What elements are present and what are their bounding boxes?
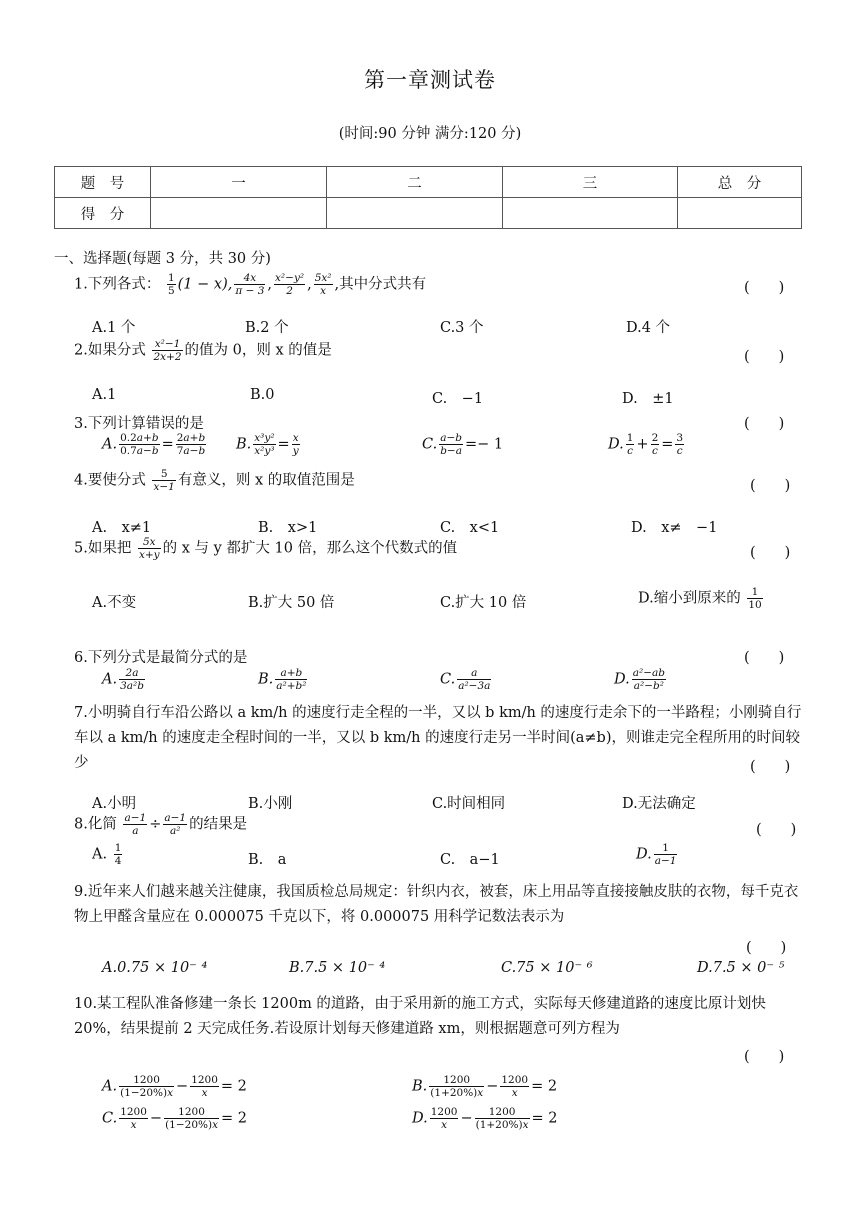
- q3-option-b[interactable]: B. $\frac{\text{𝑥³𝑦²}}{\text{𝑥²𝑦³}}$ = $\frac{\text{𝑥}}{\text{𝑦}}$: [236, 432, 299, 458]
- answer-blank[interactable]: ( ): [750, 545, 791, 561]
- q9-option-c[interactable]: C.75 × 10⁻ ⁶: [501, 960, 593, 976]
- question-8: 8.化简 $\frac{\text{𝑎−1}}{\text{𝑎}}$ ÷ $\frac{\text{𝑎−1}}{\text{𝑎²}}$ 的结果是: [74, 812, 248, 838]
- q5-fraction: $\frac{\text{5𝑥}}{\text{𝑥+𝑦}}$: [138, 536, 160, 562]
- question-4: 4.要使分式 $\frac{5}{\text{𝑥−1}}$ 有意义，则 x 的取值范围是: [74, 468, 355, 494]
- score-table: [54, 166, 802, 229]
- q10-option-d[interactable]: D. $\frac{1200}{\text{𝑥}}$ − $\frac{1200}{\text{(1+20\%)𝑥}}$ = 2: [412, 1106, 558, 1132]
- answer-blank[interactable]: ( ): [744, 280, 785, 296]
- score-cell[interactable]: [503, 198, 678, 229]
- score-cell[interactable]: [327, 198, 503, 229]
- question-5: 5.如果把 $\frac{\text{5𝑥}}{\text{𝑥+𝑦}}$ 的 x 与 y 都扩大 10 倍，那么这个代数式的值: [74, 536, 458, 562]
- exam-info: (时间:90 分钟 满分:120 分): [338, 126, 522, 142]
- q9-option-a[interactable]: A.0.75 × 10⁻ ⁴: [102, 960, 208, 976]
- q6-option-b[interactable]: B. $\frac{\text{𝑎+𝑏}}{\text{𝑎²+𝑏²}}$: [258, 667, 307, 693]
- q9-option-d[interactable]: D.7.5 × 0⁻ ⁵: [697, 960, 785, 976]
- q2-fraction: $\frac{\text{𝑥²−1}}{\text{2𝑥+2}}$: [153, 338, 182, 364]
- answer-blank[interactable]: ( ): [750, 759, 791, 775]
- answer-blank[interactable]: ( ): [750, 478, 791, 494]
- q9-option-b[interactable]: B.7.5 × 10⁻ ⁴: [289, 960, 386, 976]
- q1-fraction-4: $\frac{\text{5𝑥²}}{\text{𝑥}}$: [314, 272, 332, 298]
- q2-option-b[interactable]: B.0: [250, 387, 275, 403]
- q10-option-b[interactable]: B. $\frac{1200}{\text{(1+20\%)𝑥}}$ − $\frac{1200}{\text{𝑥}}$ = 2: [412, 1074, 558, 1100]
- answer-blank[interactable]: ( ): [744, 650, 785, 666]
- q4-fraction: $\frac{5}{\text{𝑥−1}}$: [153, 468, 175, 494]
- q1-stem-suffix: ,其中分式共有: [334, 276, 427, 293]
- q6-option-c[interactable]: C. $\frac{\text{𝑎}}{\text{𝑎²−3𝑎}}$: [440, 667, 491, 693]
- q8-option-c[interactable]: C. a−1: [440, 852, 500, 868]
- answer-blank[interactable]: ( ): [746, 940, 787, 956]
- answer-blank[interactable]: ( ): [744, 416, 785, 432]
- answer-blank[interactable]: ( ): [744, 1049, 785, 1065]
- question-6: 6.下列分式是最简分式的是: [74, 650, 248, 666]
- q6-option-a[interactable]: A. $\frac{\text{2𝑎}}{\text{3𝑎²𝑏}}$: [102, 667, 144, 693]
- q3-option-a[interactable]: A. $\frac{\text{0.2𝑎+𝑏}}{\text{0.7𝑎−𝑏}}$ = $\frac{\text{2𝑎+𝑏}}{\text{7𝑎−𝑏}}$: [102, 432, 206, 458]
- q10-option-a[interactable]: A. $\frac{1200}{\text{(1−20\%)𝑥}}$ − $\frac{1200}{\text{𝑥}}$ = 2: [102, 1074, 247, 1100]
- q7-option-c[interactable]: C.时间相同: [432, 796, 506, 812]
- q8-option-d[interactable]: D. $\frac{1}{\text{𝑎−1}}$: [636, 842, 677, 868]
- q1-option-d[interactable]: D.4 个: [626, 320, 671, 336]
- section-heading: 一、选择题(每题 3 分，共 30 分): [54, 251, 271, 267]
- score-header-cell: 二: [327, 167, 503, 198]
- answer-blank[interactable]: ( ): [756, 822, 797, 838]
- q5-option-c[interactable]: C.扩大 10 倍: [440, 595, 527, 611]
- q1-fraction-2: $\frac{\text{4𝑥}}{\pi - 3}$: [235, 272, 265, 298]
- q2-option-a[interactable]: A.1: [92, 387, 117, 403]
- score-row-label: 得 分: [55, 198, 151, 229]
- q7-option-a[interactable]: A.小明: [92, 796, 137, 812]
- q5-option-b[interactable]: B.扩大 50 倍: [248, 595, 335, 611]
- score-cell[interactable]: [151, 198, 327, 229]
- page-title: 第一章测试卷: [364, 68, 496, 92]
- q4-option-c[interactable]: C. x<1: [440, 520, 500, 536]
- q4-option-d[interactable]: D. x≠ −1: [631, 520, 718, 536]
- score-cell[interactable]: [678, 198, 802, 229]
- q1-option-b[interactable]: B.2 个: [245, 320, 289, 336]
- answer-blank[interactable]: ( ): [744, 349, 785, 365]
- q3-option-c[interactable]: C. $\frac{\text{𝑎−𝑏}}{\text{𝑏−𝑎}}$ =− 1: [422, 432, 504, 458]
- q3-option-d[interactable]: D. $\frac{1}{\text{𝑐}}$ + $\frac{2}{\text{𝑐}}$ = $\frac{3}{\text{𝑐}}$: [608, 432, 684, 458]
- q6-option-d[interactable]: D. $\frac{\text{𝑎²−𝑎𝑏}}{\text{𝑎²−𝑏²}}$: [614, 667, 665, 693]
- score-header-cell: 题 号: [55, 167, 151, 198]
- question-1: 1.下列各式： $\frac{1}{5}$ (1 − 𝑥), $\frac{\text{4𝑥}}{\pi - 3}$ , $\frac{\text{𝑥²−𝑦²}}{2}$ , $\frac{\text{5𝑥²}}{\text{𝑥}}$ ,其中分式共有: [74, 272, 427, 298]
- q4-option-a[interactable]: A. x≠1: [92, 520, 152, 536]
- score-header-cell: 三: [503, 167, 678, 198]
- q5-option-d[interactable]: D.缩小到原来的 $\frac{1}{10}$: [638, 586, 762, 612]
- question-3: 3.下列计算错误的是: [74, 416, 204, 432]
- q1-fraction-3: $\frac{\text{𝑥²−𝑦²}}{2}$: [275, 272, 305, 298]
- question-10: 10.某工程队准备修建一条长 1200m 的道路，由于采用新的施工方式，实际每天修建道路的速度比原计划快 20%，结果提前 2 天完成任务.若设原计划每天修建道路 xm，则根据题意可列方程为: [74, 996, 766, 1037]
- q4-option-b[interactable]: B. x>1: [258, 520, 318, 536]
- question-2: 2.如果分式 $\frac{\text{𝑥²−1}}{\text{2𝑥+2}}$ 的值为 0，则 x 的值是: [74, 338, 332, 364]
- q1-option-a[interactable]: A.1 个: [92, 320, 136, 336]
- score-header-cell: 总 分: [678, 167, 802, 198]
- score-table-score-row: [55, 198, 802, 229]
- q1-option-c[interactable]: C.3 个: [440, 320, 484, 336]
- question-7: 7.小明骑自行车沿公路以 a km/h 的速度行走全程的一半，又以 b km/h 的速度行走余下的一半路程；小刚骑自行车以 a km/h 的速度走全程时间的一半，又以 b km/h 的速度行走另一半时间(a≠b)，则谁走完全程所用的时间较少: [74, 705, 802, 771]
- q5-option-a[interactable]: A.不变: [92, 595, 137, 611]
- question-9: 9.近年来人们越来越关注健康，我国质检总局规定：针织内衣，被套，床上用品等直接接触皮肤的衣物，每千克衣物上甲醛含量应在 0.000075 千克以下，将 0.000075 用科学记数法表示为: [74, 884, 799, 925]
- q8-option-a[interactable]: A. $\frac{1}{4}$: [92, 842, 122, 868]
- q7-option-b[interactable]: B.小刚: [248, 796, 293, 812]
- q2-option-c[interactable]: C. −1: [432, 391, 484, 407]
- q10-option-c[interactable]: C. $\frac{1200}{\text{𝑥}}$ − $\frac{1200}{\text{(1−20\%)𝑥}}$ = 2: [102, 1106, 247, 1132]
- q8-option-b[interactable]: B. a: [248, 852, 287, 868]
- q7-option-d[interactable]: D.无法确定: [622, 796, 696, 812]
- score-header-cell: 一: [151, 167, 327, 198]
- q1-stem-prefix: 1.下列各式：: [74, 276, 161, 293]
- score-table-header-row: [55, 167, 802, 198]
- q1-fraction-1: $\frac{1}{5}$: [167, 272, 175, 298]
- q2-option-d[interactable]: D. ±1: [622, 391, 674, 407]
